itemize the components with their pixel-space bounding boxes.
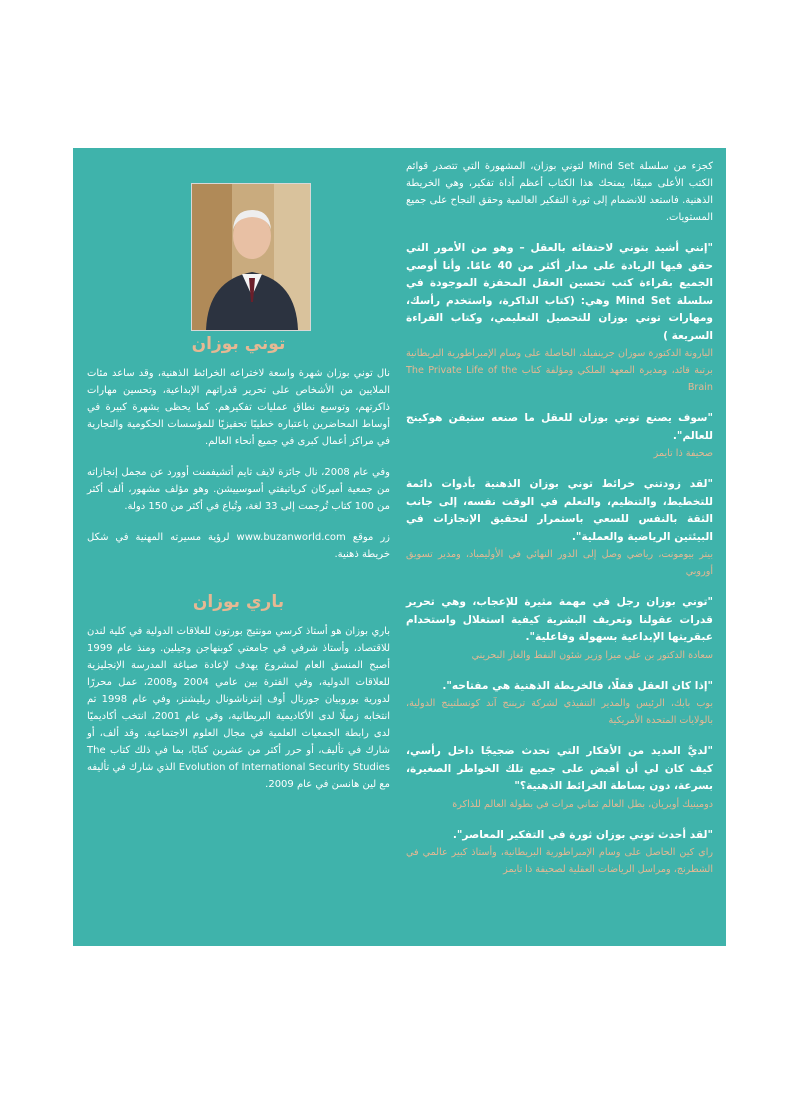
author-bio-paragraph: نال توني بوزان شهرة واسعة لاختراعه الخرائط الذهنية، وقد ساعد مئات الملايين من الأشخاص على تحرير قدراتهم الإبداعية، وتحسين مهارات ذاكرتهم، وتوسيع نطاق عمليات تفكيرهم. كما يحظى بشهرة كبيرة في أوساط المحاضرين باعتباره خطيبًا تحفيزيًا للمؤسسات الحكومية والتجارية في مراكز أعمال كبرى في جميع أنحاء العالم. [87,368,390,447]
testimonials-column [406,158,713,892]
testimonial-source: دومينيك أوبريان، بطل العالم ثماني مرات في بطولة العالم للذاكرة [452,798,713,810]
testimonial-text: "لقد أحدث توني بوزان ثورة في التفكير المعاصر". [452,828,713,841]
testimonial-text: "توني بوزان رجل في مهمة مثيرة للإعجاب، وهي تحرير قدرات عقولنا وتعريف البشرية كيفية استغلال واستخدام عبقريتها الإبداعية بسهولة وفاعلية". [406,596,713,643]
testimonial-source: بيتر بيومونت، رياضي وصل إلى الدور النهائي في الأوليمباد، ومدير تسويق أوروبي [406,549,713,577]
author-title-barry: باري بوزان [192,592,285,612]
author-title-tony: توني بوزان [191,334,286,354]
testimonial-text: "سوف يصنع توني بوزان للعقل ما صنعه ستيفن هوكينج للعالم". [406,412,713,442]
testimonial-source: بوب بابك، الرئيس والمدير التنفيذي لشركة تريننج آند كونسلتينج الدولية، بالولايات المتحدة الأمريكية [406,698,713,726]
testimonial [406,410,713,462]
testimonial-text: "لقد زودتني خرائط توني بوزان الذهنية بأدوات دائمة للتخطيط، والتنظيم، والتعلم في الوقت نفسه، إلى جانب الثقة بالنفس للسعي باستمرار لتحقيق الإنجازات في البيئتين الرياضية والعملية". [406,478,713,543]
testimonial-text: "إنني أشيد بتوني لاحتفائه بالعقل – وهو من الأمور التي حقق فيها الريادة على مدار أكثر من 40 عامًا. وأنا أوصي الجميع بقراءة كتب تحسين العقل المحفزة الموجودة في سلسلة Mind Set وهي: (كتاب الذاكرة، واستخدم رأسك، ومهارات توني بوزان للتحصيل التعليمي، وكتاب القراءة السريعة ) [406,242,713,342]
author-bio-paragraph: زر موقع www.buzanworld.com لرؤية مسيرته المهنية في شكل خريطة ذهنية. [87,532,391,560]
authors-text [87,333,390,807]
testimonial-text: "لديَّ العديد من الأفكار التي تحدث ضجيجًا داخل رأسي، كيف كان لي أن أقبض على جميع تلك الخواطر الصغيرة، بسرعة، دون بساطة الخرائط الذهنية؟" [406,745,713,792]
author-bio-paragraph: باري بوزان هو أستاذ كرسي مونتيج بورتون للعلاقات الدولية في كلية لندن للاقتصاد، وأستاذ شرفي في جامعتي كوبنهاجن وجيلين. ومنذ عام 1999 أصبح المنسق العام لمشروع يهدف لإعادة صياغة المدرسة الإنجليزية للعلاقات الدولية، وفي الفترة بين عامي 2004 و2008، عمل محررًا لدورية يوروبيان جورنال أوف إنترناشونال ريليشنز، وفي عام 1998 تم انتخابه زميلًا لدى الأكاديمية البريطانية، وفي عام 2001، انتخب أكاديميًا لدى رابطة الجمعيات العلمية في مجال العلوم الاجتماعية. وقد ألف، أو شارك في تأليف، أو حرر أكثر من عشرين كتابًا، بما في ذلك كتاب The Evolution of International Security Studies الذي شارك في تأليفه مع لين هانسن في عام 2009. [87,626,391,790]
series-intro: كجزء من سلسلة Mind Set لتوني بوزان، المشهورة التي تتصدر قوائم الكتب الأعلى مبيعًا، يمنحك هذا الكتاب أعظم أداة تفكير، وهي الخريطة الذهنية. فاستعد للانضمام إلى ثورة التفكير العالمية وحقق النجاح على جميع المستويات. [406,161,713,223]
testimonial [406,594,713,664]
back-cover-panel [73,148,726,946]
testimonial [406,827,713,879]
author-photo [191,183,311,331]
testimonial [406,678,713,730]
testimonial [406,476,713,580]
testimonial [406,240,713,396]
testimonial-source: صحيفة ذا تايمز [653,448,713,459]
testimonial-source: البارونة الدكتورة سوزان جرينفيلد، الحاصلة على وسام الإمبراطورية البريطانية برتبة قائد، ومديرة المعهد الملكي ومؤلفة كتاب The Private Life of the Brain [406,348,713,393]
testimonial-text: "إذا كان العقل قفلًا، فالخريطة الذهنية هي مفتاحه". [442,679,713,692]
testimonial-source: سعادة الدكتور بن علي ميزا وزير شئون النفط والغاز البحريني [471,649,713,661]
testimonial [406,743,713,813]
testimonial-source: راي كين الحاصل على وسام الإمبراطورية البريطانية، وأستاذ كبير عالمي في الشطرنج، ومراسل الرياضات العقلية لصحيفة ذا تايمز [406,847,713,875]
author-bio-paragraph: وفي عام 2008، نال جائزة لايف تايم أتشيفمنت أوورد عن مجمل إنجازاته من جمعية أميركان كرياتيفتي أسوسييشن. وهو مؤلف مشهور، ألف أكثر من 100 كتاب تُرجمت إلى 33 لغة، وتُباع في أكثر من 150 دولة. [87,467,390,512]
